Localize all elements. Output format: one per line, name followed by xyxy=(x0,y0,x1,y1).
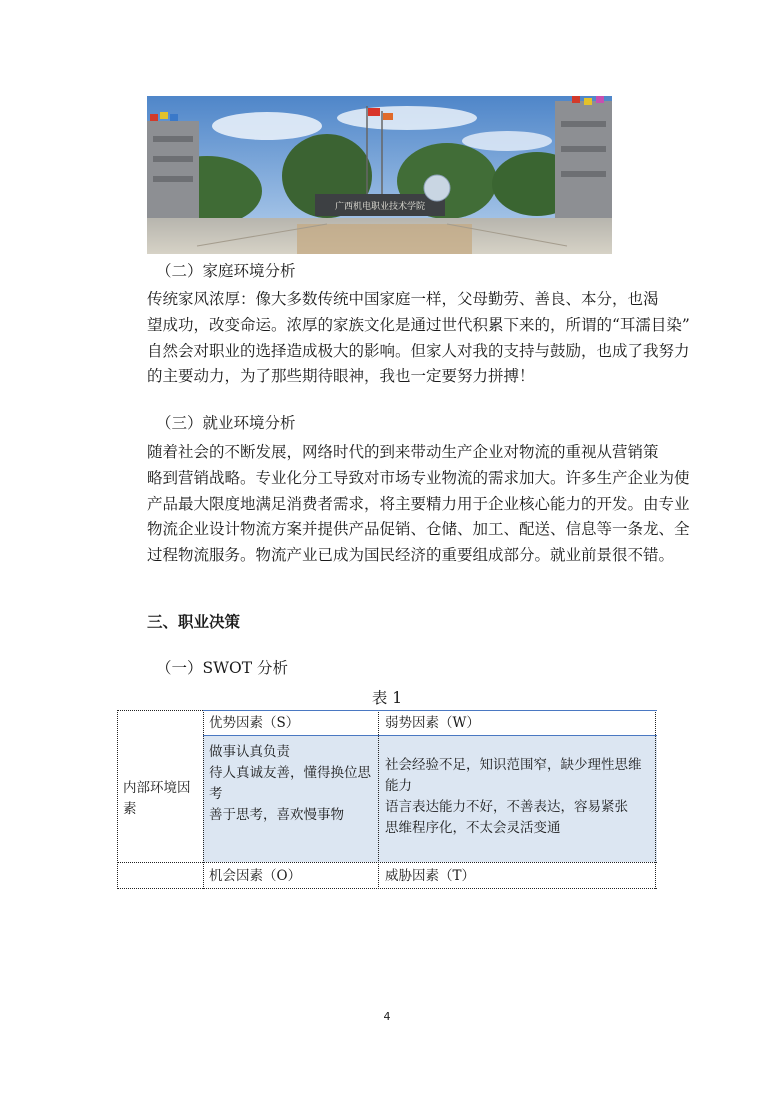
paragraph-line: 物流企业设计物流方案并提供产品促销、仓储、加工、配送、信息等一条龙、全 xyxy=(147,520,690,539)
table-divider-row xyxy=(117,862,657,863)
weaknesses-header: 弱势因素（W） xyxy=(385,715,480,731)
opportunities-header: 机会因素（O） xyxy=(209,868,302,884)
table-caption: 表 1 xyxy=(371,689,403,707)
gate-sign-text: 广西机电职业技术学院 xyxy=(334,202,426,212)
strengths-list xyxy=(209,742,374,826)
family-section-heading: （二）家庭环境分析 xyxy=(156,262,296,280)
campus-gate-photo xyxy=(147,96,612,254)
table-header-line-bottom xyxy=(203,735,657,736)
paragraph-line: 传统家风浓厚：像大多数传统中国家庭一样，父母勤劳、善良、本分，也渴 xyxy=(147,290,659,308)
internal-factors-label: 内部环境因素 xyxy=(123,780,191,817)
list-item: 善于思考，喜欢慢事物 xyxy=(209,807,344,823)
list-item: 语言表达能力不好，不善表达，容易紧张 xyxy=(385,799,628,815)
paragraph-line: 略到营销战略。专业化分工导致对市场专业物流的需求加大。许多生产企业为使 xyxy=(147,468,690,487)
employment-section-heading: （三）就业环境分析 xyxy=(156,414,296,432)
page-number: 4 xyxy=(383,1010,391,1023)
paragraph-line: 望成功，改变命运。浓厚的家族文化是通过世代积累下来的，所谓的“耳濡目染” xyxy=(147,315,690,334)
threats-header: 威胁因素（T） xyxy=(385,868,476,884)
list-item: 思维程序化，不太会灵活变通 xyxy=(385,820,561,836)
paragraph-line: 过程物流服务。物流产业已成为国民经济的重要组成部分。就业前景很不错。 xyxy=(147,546,675,565)
list-item: 做事认真负责 xyxy=(209,744,290,760)
paragraph-line: 产品最大限度地满足消费者需求，将主要精力用于企业核心能力的开发。由专业 xyxy=(147,494,690,513)
paragraph-line: 的主要动力，为了那些期待眼神，我也一定要努力拼搏！ xyxy=(147,367,535,386)
table-header-line-top xyxy=(203,710,657,711)
list-item: 待人真诚友善，懂得换位思考 xyxy=(209,765,371,802)
family-paragraph xyxy=(147,287,690,390)
table-border-bottom xyxy=(117,888,657,889)
paragraph-line: 自然会对职业的选择造成极大的影响。但家人对我的支持与鼓励，也成了我努力 xyxy=(147,341,690,360)
strengths-header: 优势因素（S） xyxy=(209,715,300,731)
list-item: 社会经验不足，知识范围窄，缺少理性思维能力 xyxy=(385,757,642,794)
weaknesses-list xyxy=(385,755,650,839)
swot-table xyxy=(117,710,657,889)
employment-paragraph xyxy=(147,440,690,569)
swot-sub-heading: （一）SWOT 分析 xyxy=(156,659,289,677)
section-three-heading: 三、职业决策 xyxy=(147,613,241,631)
paragraph-line: 随着社会的不断发展，网络时代的到来带动生产企业对物流的重视从营销策 xyxy=(147,443,659,461)
